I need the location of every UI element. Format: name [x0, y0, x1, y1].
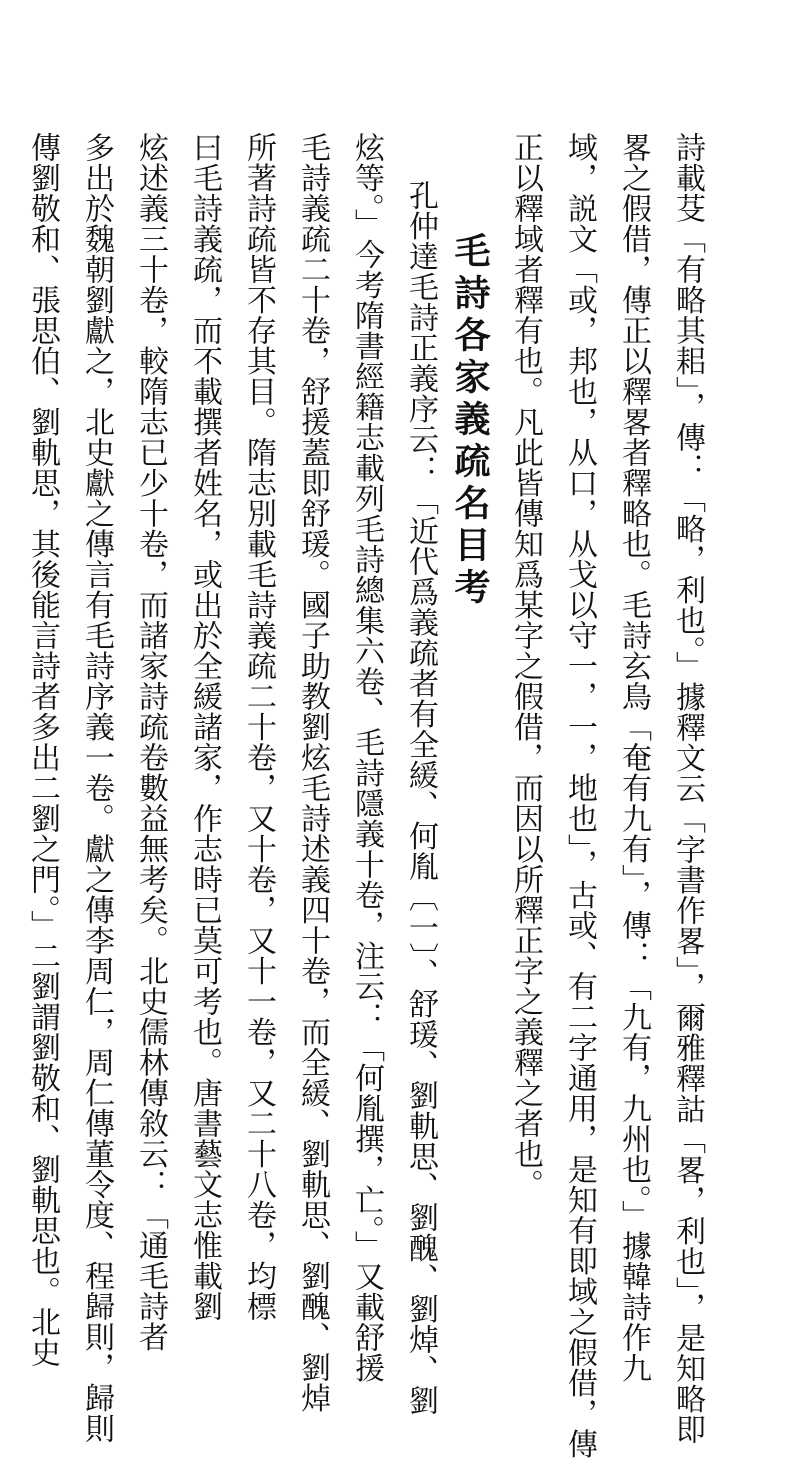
- text-column: 毛詩義疏二十卷，舒援蓋即舒瑗。國子助教劉炫毛詩述義四十卷，而全緩、劉軌思、劉醜、劉焯: [295, 132, 330, 1413]
- text-column: 所著詩疏皆不存其目。隋志別載毛詩義疏二十卷，又十卷，又十一卷，又二十八卷，均標: [241, 132, 276, 1322]
- text-column: 畧之假借，傳正以釋畧者釋略也。毛詩玄鳥「奄有九有」，傳：「九有，九州也。」據韓詩作九: [616, 132, 651, 1383]
- text-column: 多出於魏朝劉獻之，北史獻之傳言有毛詩序義一卷。獻之傳李周仁，周仁傳董令度、程歸則，歸則: [79, 132, 114, 1444]
- text-column: 域，説文「或，邦也，从口，从戈以守一，一，地也」，古或、有二字通用，是知有即域之假借，傳: [562, 132, 597, 1459]
- section-title: 毛詩各家義疏名目考: [449, 232, 491, 610]
- text-column: 孔仲達毛詩正義序云：「近代爲義疏者有全緩、何胤〔一〕、舒瑗、劉軌思、劉醜、劉焯、劉: [403, 180, 438, 1416]
- text-column: 正以釋域者釋有也。凡此皆傳知爲某字之假借，而因以所釋正字之義釋之者也。: [508, 132, 543, 1200]
- text-column: 炫等。」今考隋書經籍志載列毛詩總集六卷、毛詩隱義十卷，注云：「何胤撰，亡。」又載舒援: [349, 132, 384, 1383]
- text-column: 炫述義三十卷，較隋志已少十卷，而諸家詩疏卷數益無考矣。北史儒林傳敘云：「通毛詩者: [133, 132, 168, 1352]
- text-column: 曰毛詩義疏，而不載撰者姓名，或出於全緩諸家，作志時已莫可考也。唐書藝文志惟載劉: [187, 132, 222, 1322]
- text-column: 傳劉敬和、張思伯、劉軌思，其後能言詩者多出二劉之門。」二劉謂劉敬和、劉軌思也。北史: [25, 132, 60, 1368]
- text-column: 詩載芟「有略其耜」，傳：「略，利也。」據釋文云「字書作畧」，爾雅釋詁「畧，利也」，是知略即: [670, 132, 705, 1445]
